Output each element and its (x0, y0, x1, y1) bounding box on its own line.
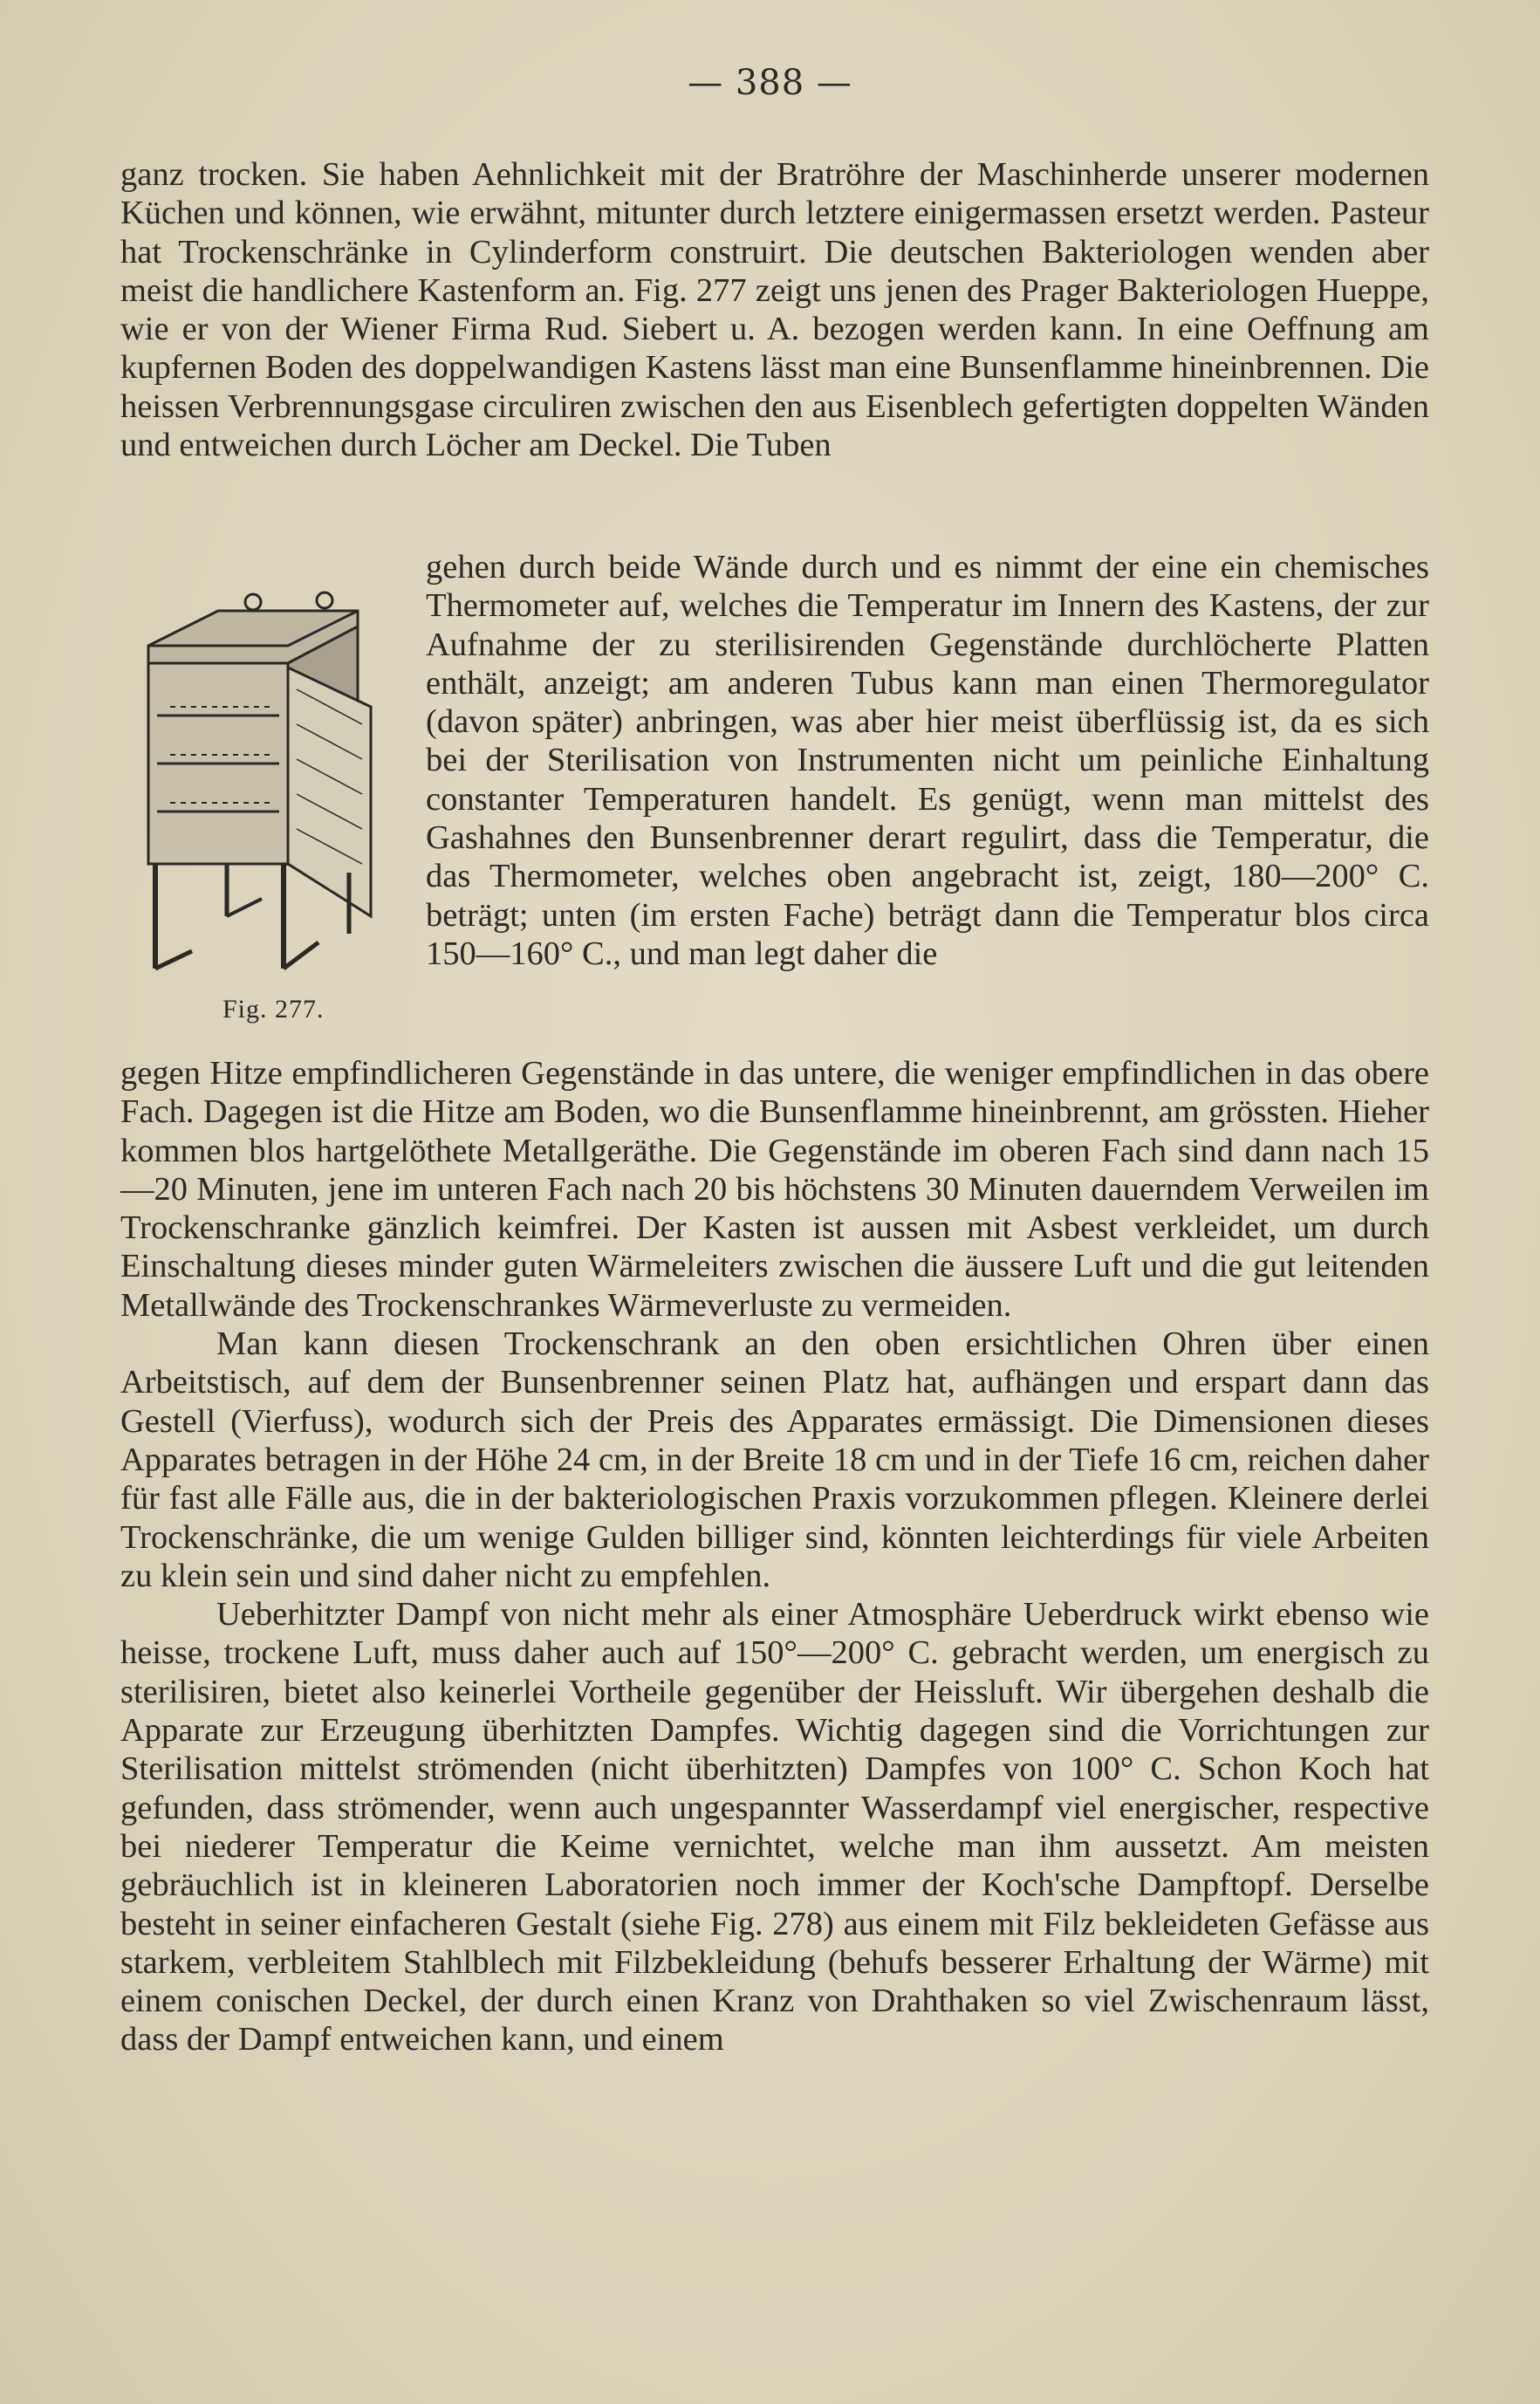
paragraph-1-side-text: gehen durch beide Wände durch und es nimmt der eine ein chemisches Thermometer auf, welches die Temperatur im Innern des Kastens, der zur Aufnahme der zu sterilisirenden Gegenstände durchlöcherte Platten enthält, anzeigt; am anderen Tubus kann man einen Thermoregulator (davon später) anbringen, was aber hier meist überflüssig ist, da es sich bei der Sterilisation von Instrumenten nicht um peinliche Einhaltung constanter Temperaturen handelt. Es genügt, wenn man mittelst des Gashahnes den Bunsenbrenner derart regulirt, dass die Temperatur, die das Thermometer, welches oben angebracht ist, zeigt, 180—200° C. beträgt; unten (im ersten Fache) beträgt dann die Temperatur blos circa 150—160° C., und man legt daher die (426, 549, 1429, 972)
figure-caption: Fig. 277. (222, 995, 325, 1024)
figure-drying-oven (131, 585, 393, 1003)
paragraph-bottom (120, 1054, 1429, 2059)
paragraph-side (426, 548, 1429, 973)
paragraph-1-top-text: ganz trocken. Sie haben Aehnlichkeit mit der Bratröhre der Maschinherde unserer modernen Küchen und können, wie erwähnt, mitunter durch letztere einigermassen ersetzt werden. Pasteur hat Trockenschränke in Cylinderform construirt. Die deutschen Bakteriologen wenden aber meist die handlichere Kastenform an. Fig. 277 zeigt uns jenen des Prager Bakteriologen Hueppe, wie er von der Wiener Firma Rud. Siebert u. A. bezogen werden kann. In eine Oeffnung am kupfernen Boden des doppelwandigen Kastens lässt man eine Bunsenflamme hineinbrennen. Die heissen Verbrennungsgase circuliren zwischen den aus Eisenblech gefertigten doppelten Wänden und entweichen durch Löcher am Deckel. Die Tuben (120, 156, 1429, 464)
drying-oven-illustration (131, 585, 393, 986)
paragraph-1-bottom-text: gegen Hitze empfindlicheren Gegenstände in das untere, die weniger empfindlichen in das obere Fach. Dagegen ist die Hitze am Boden, wo die Bunsenflamme hineinbrennt, am grössten. Hieher kommen blos hartgelöthete Metallgeräthe. Die Gegenstände im oberen Fach sind dann nach 15—20 Minuten, jene im unteren Fach nach 20 bis höchstens 30 Minuten dauerndem Verweilen im Trockenschranke gänzlich keimfrei. Der Kasten ist aussen mit Asbest verkleidet, um durch Einschaltung dieses minder guten Wärmeleiters zwischen die äussere Luft und die gut leitenden Metallwände des Trockenschrankes Wärmeverluste zu vermeiden. (120, 1055, 1429, 1324)
page-number: — 388 — (688, 63, 852, 103)
paragraph-3-text: Ueberhitzter Dampf von nicht mehr als einer Atmosphäre Ueberdruck wirkt ebenso wie heisse, trockene Luft, muss daher auch auf 150°—200° C. gebracht werden, um energisch zu sterilisiren, bietet also keinerlei Vortheile gegenüber der Heissluft. Wir übergehen deshalb die Apparate zur Erzeugung überhitzten Dampfes. Wichtig dagegen sind die Vorrichtungen zur Sterilisation mittelst strömenden (nicht überhitzten) Dampfes von 100° C. Schon Koch hat gefunden, dass strömender, wenn auch ungespannter Wasserdampf viel energischer, respective bei niederer Temperatur die Keime vernichtet, welche man ihm aussetzt. Am meisten gebräuchlich ist in kleineren Laboratorien noch immer der Koch'sche Dampftopf. Derselbe besteht in seiner einfacheren Gestalt (siehe Fig. 278) aus einem mit Filz bekleideten Gefässe aus starkem, verbleitem Stahlblech mit Filzbekleidung (behufs besserer Erhaltung der Wärme) mit einem conischen Deckel, der durch einen Kranz von Drahthaken so viel Zwischenraum lässt, dass der Dampf entweichen kann, und einem (120, 1596, 1429, 2058)
paragraph-top (120, 155, 1429, 464)
paragraph-2-text: Man kann diesen Trockenschrank an den oben ersichtlichen Ohren über einen Arbeitstisch, auf dem der Bunsenbrenner seinen Platz hat, aufhängen und erspart dann das Gestell (Vierfuss), wodurch sich der Preis des Apparates ermässigt. Die Dimensionen dieses Apparates betragen in der Höhe 24 cm, in der Breite 18 cm und in der Tiefe 16 cm, reichen daher für fast alle Fälle aus, die in der bakteriologischen Praxis vorzukommen pflegen. Kleinere derlei Trockenschränke, die um wenige Gulden billiger sind, könnten leichterdings für viele Arbeiten zu klein sein und sind daher nicht zu empfehlen. (120, 1325, 1429, 1594)
